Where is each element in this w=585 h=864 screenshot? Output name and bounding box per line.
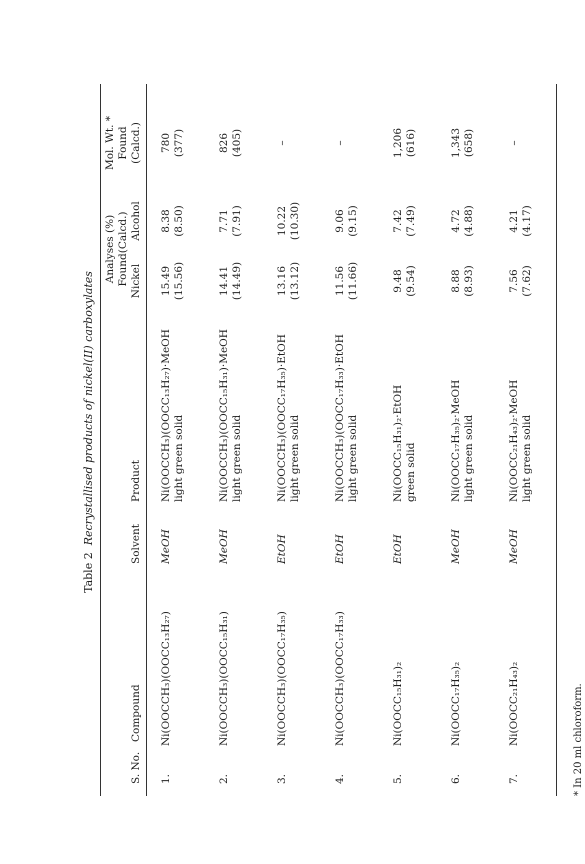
row-nickel-calcd: (13.12) (289, 261, 301, 301)
row-nickel-calcd: (14.49) (231, 261, 243, 301)
row-product-note: green solid (405, 442, 417, 502)
row-product: Ni(OOCCH₃)(OOCC₁₇H₃₃)·EtOH (334, 334, 346, 502)
row-compound: Ni(OOCCH₃)(OOCC₁₇H₃₅) (276, 611, 288, 746)
row-sno: 1. (160, 773, 172, 784)
row-sno: 7. (508, 773, 520, 784)
row-product-note: light green solid (521, 414, 533, 502)
bottom-rule (556, 84, 557, 796)
row-alcohol-found: 7.71 (218, 209, 230, 233)
row-alcohol-found: 4.21 (508, 209, 520, 233)
row-nickel-found: 13.16 (276, 265, 288, 297)
header-nickel: Nickel (130, 263, 142, 299)
table-label: Table 2 (82, 552, 95, 593)
row-molwt-found: – (508, 140, 520, 146)
row-nickel-calcd: (9.54) (405, 265, 417, 297)
row-molwt-found: 826 (218, 132, 230, 154)
row-nickel-calcd: (7.62) (521, 265, 533, 297)
table-title (82, 0, 95, 864)
row-alcohol-calcd: (8.50) (173, 205, 185, 237)
row-product-note: light green solid (231, 414, 243, 502)
row-nickel-found: 15.49 (160, 265, 172, 297)
header-molwt-line2: Found (117, 126, 129, 160)
row-alcohol-found: 7.42 (392, 209, 404, 233)
row-molwt-found: – (334, 140, 346, 146)
row-compound: Ni(OOCCH₃)(OOCC₁₅H₃₁) (218, 611, 230, 746)
row-alcohol-found: 10.22 (276, 205, 288, 237)
row-nickel-found: 14.41 (218, 265, 230, 297)
row-alcohol-calcd: (7.49) (405, 205, 417, 237)
header-molwt-line3: (Calcd.) (130, 122, 142, 164)
table-footnote: * In 20 ml chloroform. (573, 683, 584, 796)
row-product-note: light green solid (463, 414, 475, 502)
row-compound: Ni(OOCCH₃)(OOCC₁₇H₃₃) (334, 611, 346, 746)
top-rule (100, 84, 101, 796)
header-rule (146, 84, 147, 796)
row-sno: 6. (450, 773, 462, 784)
row-compound: Ni(OOCCH₃)(OOCC₁₃H₂₇) (160, 611, 172, 746)
row-molwt-found: 780 (160, 132, 172, 154)
row-alcohol-calcd: (10.30) (289, 201, 301, 241)
row-alcohol-found: 4.72 (450, 209, 462, 233)
row-molwt-calcd: (658) (463, 128, 475, 158)
row-product: Ni(OOCCH₃)(OOCC₁₅H₃₁)·MeOH (218, 329, 230, 502)
row-molwt-found: 1,343 (450, 127, 462, 159)
row-solvent: EtOH (392, 534, 404, 564)
row-product: Ni(OOCCH₃)(OOCC₁₃H₂₇)·MeOH (160, 329, 172, 502)
row-product-note: light green solid (173, 414, 185, 502)
row-sno: 5. (392, 773, 404, 784)
row-alcohol-calcd: (4.88) (463, 205, 475, 237)
row-product: Ni(OOCCH₃)(OOCC₁₇H₃₅)·EtOH (276, 334, 288, 502)
row-product: Ni(OOCC₁₅H₃₁)₂·EtOH (392, 384, 404, 502)
header-sno: S. No. (130, 751, 142, 784)
row-sno: 3. (276, 773, 288, 784)
header-molwt-line1: Mol. Wt. * (104, 115, 116, 171)
row-nickel-found: 7.56 (508, 269, 520, 293)
row-molwt-calcd: (616) (405, 128, 417, 158)
row-compound: Ni(OOCC₁₅H₃₁)₂ (392, 661, 404, 746)
row-solvent: MeOH (160, 529, 172, 564)
row-alcohol-calcd: (9.15) (347, 205, 359, 237)
header-compound: Compound (130, 684, 142, 742)
row-solvent: EtOH (276, 534, 288, 564)
row-molwt-found: – (276, 140, 288, 146)
row-alcohol-found: 8.38 (160, 209, 172, 233)
row-nickel-found: 11.56 (334, 265, 346, 297)
row-alcohol-found: 9.06 (334, 209, 346, 233)
row-sno: 4. (334, 773, 346, 784)
row-product-note: light green solid (289, 414, 301, 502)
header-alcohol: Alcohol (130, 201, 142, 241)
row-nickel-found: 9.48 (392, 269, 404, 293)
row-nickel-found: 8.88 (450, 269, 462, 293)
header-analyses-top: Analyses (%) (104, 214, 116, 284)
row-solvent: MeOH (218, 529, 230, 564)
header-product: Product (130, 460, 142, 502)
row-molwt-calcd: (377) (173, 128, 185, 158)
header-analyses (104, 190, 130, 308)
row-molwt-calcd: (405) (231, 128, 243, 158)
row-product: Ni(OOCC₁₇H₃₅)₂·MeOH (450, 379, 462, 502)
row-compound: Ni(OOCC₁₇H₃₅)₂ (450, 661, 462, 746)
row-compound: Ni(OOCC₂₁H₄₃)₂ (508, 661, 520, 746)
row-sno: 2. (218, 773, 230, 784)
row-solvent: EtOH (334, 534, 346, 564)
row-solvent: MeOH (508, 529, 520, 564)
row-nickel-calcd: (15.56) (173, 261, 185, 301)
row-product: Ni(OOCC₂₁H₄₃)₂·MeOH (508, 379, 520, 502)
row-product-note: light green solid (347, 414, 359, 502)
row-nickel-calcd: (11.66) (347, 261, 359, 301)
row-alcohol-calcd: (4.17) (521, 205, 533, 237)
table-caption: Recrystallised products of nickel(II) carboxylates (82, 271, 95, 546)
header-solvent: Solvent (130, 523, 142, 564)
row-solvent: MeOH (450, 529, 462, 564)
header-analyses-sub: Found(Calcd.) (117, 211, 129, 287)
row-nickel-calcd: (8.93) (463, 265, 475, 297)
row-alcohol-calcd: (7.91) (231, 205, 243, 237)
row-molwt-found: 1,206 (392, 127, 404, 159)
header-molwt (104, 108, 143, 178)
